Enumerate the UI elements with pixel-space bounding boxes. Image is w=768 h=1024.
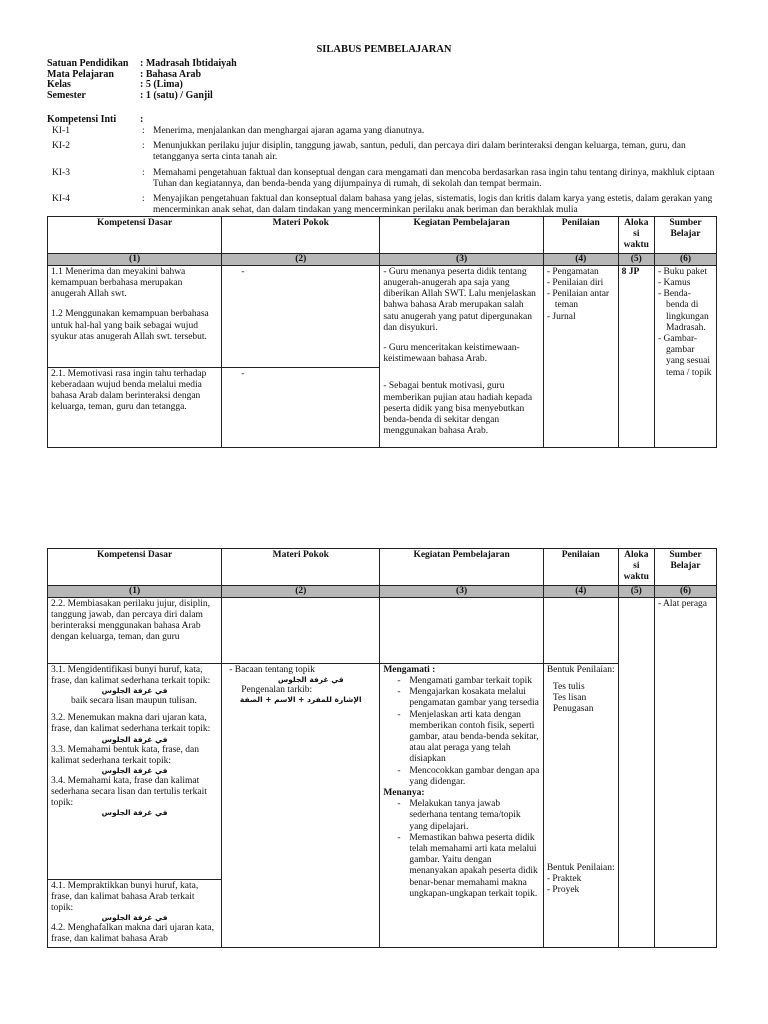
mengamati-item: - Menjelaskan arti kata dengan memberikan contoh fisik, seperti gambar, atau benda-benda sekitar, atau alat peraga yang telah disiapkan (409, 710, 540, 766)
ki-text: Memahami pengetahuan faktual dan konseptual dengan cara mengamati dan mencoba berdasarkan rasa ingin tahu tentang dirinya, makhluk ciptaan Tuhan dan kegiatannya, dan benda-benda yang dijumpainya di rumah, di sekolah dan tempat bermain. (153, 167, 715, 189)
ki-code: KI-3 (52, 167, 70, 178)
header-materi-pokok: Materi Pokok (222, 217, 380, 254)
ki-heading-colon: : (140, 114, 144, 125)
sumber-cell (654, 265, 716, 447)
header-kompetensi-dasar: Kompetensi Dasar (48, 217, 222, 254)
topik-arabic: في غرفة الجلوس (101, 808, 168, 818)
kegiatan-text: - Sebagai bentuk motivasi, guru memberikan pujian atau hadiah kepada peserta didik yang bisa menyebutkan benda-benda di sekitar dengan menggunakan bahasa Arab. (383, 381, 533, 437)
sumber-list (658, 599, 713, 610)
table-row (48, 663, 717, 879)
menanya-heading: Menanya: (383, 788, 425, 799)
materi-text: - Bacaan tentang topik (229, 664, 315, 675)
materi-cell (222, 663, 380, 947)
materi-cell (222, 265, 380, 367)
sumber-item: - Kamus (657, 278, 691, 289)
ki-item (47, 168, 715, 190)
topik-arabic: في غرفة الجلوس (101, 913, 168, 923)
penilaian-text: - Praktek (546, 873, 582, 884)
alokasi-cell (618, 597, 654, 947)
sumber-cell (654, 597, 716, 947)
sumber-item: - Alat peraga (657, 598, 708, 609)
col-number: (3) (380, 585, 544, 597)
materi-text: Pengenalan tarkib: (241, 684, 313, 695)
kd-text: baik secara lisan maupun tulisan. (71, 696, 197, 707)
penilaian-item: - Penilaian antar teman (546, 289, 610, 311)
table-header-row (48, 549, 717, 586)
kd-text: 3.1. Mengidentifikasi bunyi huruf, kata, frase, dan kalimat sederhana terkait topik: (51, 664, 211, 687)
kd-text: 2.2. Membiasakan perilaku jujur, disiplin, tanggung jawab, dan percaya diri dalam berinteraksi menggunakan bahasa Arab dengan keluarga, teman, dan guru (51, 598, 210, 643)
penilaian-cell (543, 597, 618, 663)
sumber-list (658, 267, 713, 379)
kd-text: 1.2 Menggunakan kemampuan berbahasa untuk hal-hal yang baik sebagai wujud syukur atas anugerah Allah swt. tersebut. (51, 309, 209, 342)
col-number: (1) (48, 253, 222, 265)
kd-text: 4.1. Mempraktikkan bunyi huruf, kata, frase, dan kalimat bahasa Arab terkait topik: (51, 880, 199, 914)
penilaian-text: Bentuk Penilaian: (546, 664, 615, 675)
col-number: (5) (618, 253, 654, 265)
sumber-item: - Benda-benda di lingkungan Madrasah. (657, 289, 709, 333)
ki-code: KI-2 (52, 141, 70, 152)
topik-arabic: في غرفة الجلوس (101, 686, 168, 696)
ki-list (47, 126, 715, 220)
menanya-item: - Memastikan bahwa peserta didik telah memahami arti kata melalui gambar. Yaitu dengan menanyakan apakah peserta didik benar-benar memahami makna ungkapan-ungkapan terkait topik. (409, 833, 540, 900)
meta-label: Semester (47, 89, 86, 101)
sumber-item: - Gambar-gambar yang sesuai tema / topik (657, 334, 712, 378)
header-penilaian: Penilaian (543, 549, 618, 586)
col-number: (1) (48, 585, 222, 597)
kegiatan-cell (380, 265, 544, 447)
meta-value: : Madrasah Ibtidaiyah (140, 58, 237, 69)
ki-item (47, 194, 715, 216)
col-number: (6) (654, 253, 716, 265)
ki-heading-label: Kompetensi Inti (47, 114, 117, 125)
kd-cell (48, 597, 222, 663)
kd-text: 4.2. Menghafalkan makna dari ujaran kata, frase, dan kalimat bahasa Arab (51, 923, 215, 945)
col-number: (4) (543, 253, 618, 265)
ki-heading (47, 114, 143, 126)
meta-value: : 5 (Lima) (140, 79, 183, 91)
materi-arabic: في غرفة الجلوس (277, 675, 344, 685)
meta-label: Kelas (47, 79, 71, 91)
penilaian-item: - Penilaian diri (546, 278, 604, 289)
col-number: (5) (618, 585, 654, 597)
penilaian-text: Penugasan (552, 704, 594, 715)
kegiatan-text: - Guru menceritakan keistimewaan-keistimewaan bahasa Arab. (383, 343, 520, 365)
kd-text: 3.3. Memahami bentuk kata, frase, dan kalimat sederhana terkait topik: (51, 744, 199, 766)
syllabus-table-2 (47, 548, 717, 948)
ki-colon: : (142, 126, 145, 136)
meta-label: Satuan Pendidikan (47, 58, 129, 69)
header-sumber: Sumber Belajar (654, 549, 716, 586)
meta-row (47, 79, 237, 90)
penilaian-text: Bentuk Penilaian: (546, 862, 615, 873)
penilaian-text: Tes tulis (552, 682, 585, 693)
ki-item (47, 141, 715, 163)
materi-text: - (241, 368, 245, 379)
col-number: (6) (654, 585, 716, 597)
ki-text: Menerima, menjalankan dan menghargai ajaran agama yang dianutnya. (153, 126, 425, 136)
penilaian-text: Tes lisan (552, 693, 587, 704)
header-sumber: Sumber Belajar (654, 217, 716, 254)
kd-text: 2.1. Memotivasi rasa ingin tahu terhadap keberadaan wujud benda melalui media bahasa Arab dalam berinteraksi dengan keluarga, teman, guru dan tetangga. (51, 368, 207, 413)
penilaian-list (547, 267, 615, 323)
ki-colon: : (142, 167, 145, 178)
topik-arabic: في غرفة الجلوس (101, 734, 168, 744)
menanya-item: - Melakukan tanya jawab sederhana tentang tema/topik yang dipelajari. (409, 799, 540, 833)
meta-value: : 1 (satu) / Ganjil (140, 89, 213, 101)
page-title: SILABUS PEMBELAJARAN (316, 44, 452, 55)
ki-code: KI-4 (52, 194, 70, 205)
meta-row (47, 90, 237, 101)
materi-cell (222, 367, 380, 447)
kd-text: 1.1 Menerima dan meyakini bahwa kemampuan berbahasa merupakan anugerah Allah swt. (51, 266, 186, 300)
header-alokasi: Aloka si waktu (618, 217, 654, 254)
kd-cell (48, 663, 222, 879)
header-kegiatan: Kegiatan Pembelajaran (380, 549, 544, 586)
ki-colon: : (142, 141, 145, 152)
col-number: (4) (543, 585, 618, 597)
meta-row (47, 58, 237, 69)
col-number: (3) (380, 253, 544, 265)
table-header-row (48, 217, 717, 254)
mengamati-item: - Mengajarkan kosakata melalui pengamatan gambar yang tersedia (409, 687, 540, 709)
mengamati-item: - Mencocokkan gambar dengan apa yang didengar. (409, 766, 540, 788)
tarkib-arabic: الإشارة للمفرد + الاسم + الصفة (239, 695, 362, 705)
syllabus-table-1 (47, 216, 717, 448)
materi-text: - (241, 266, 245, 277)
materi-cell (222, 597, 380, 663)
kd-cell (48, 367, 222, 447)
mengamati-heading: Mengamati : (383, 664, 436, 675)
meta-value: : Bahasa Arab (140, 68, 202, 80)
ki-text: Menyajikan pengetahuan faktual dan konseptual dalam bahasa yang jelas, sistematis, logis dan kritis dalam karya yang estetis, dalam gerakan yang mencerminkan anak sehat, dan dalam tindakan yang mencerminkan perilaku anak beriman dan berakhlak mulia (153, 194, 713, 216)
identity-block (47, 58, 237, 100)
table-row (48, 265, 717, 367)
col-number: (2) (222, 253, 380, 265)
column-number-row (48, 253, 717, 265)
penilaian-cell (543, 663, 618, 947)
kd-text: 3.2. Menemukan makna dari ujaran kata, frase, dan kalimat sederhana terkait topik: (51, 713, 211, 735)
topik-arabic: في غرفة الجلوس (101, 765, 168, 775)
mengamati-list (383, 676, 540, 788)
header-penilaian: Penilaian (543, 217, 618, 254)
table-row (48, 597, 717, 663)
header-materi-pokok: Materi Pokok (222, 549, 380, 586)
header-alokasi: Aloka si waktu (618, 549, 654, 586)
ki-item (47, 126, 715, 137)
kegiatan-cell (380, 597, 544, 663)
header-kompetensi-dasar: Kompetensi Dasar (48, 549, 222, 586)
kegiatan-text: - Guru menanya peserta didik tentang anugerah-anugerah apa saja yang diberikan Allah SWT. Lalu menjelaskan bahwa bahasa Arab merupakan salah satu anugerah yang patut dipergunakan dan disyukuri. (383, 266, 536, 333)
meta-label: Mata Pelajaran (47, 68, 114, 80)
ki-code: KI-1 (52, 126, 70, 136)
meta-row (47, 69, 237, 80)
penilaian-item: - Jurnal (546, 311, 576, 322)
kd-cell (48, 265, 222, 367)
ki-colon: : (142, 194, 145, 205)
header-kegiatan: Kegiatan Pembelajaran (380, 217, 544, 254)
ki-text: Menunjukkan perilaku jujur disiplin, tanggung jawab, santun, peduli, dan percaya diri dalam berinteraksi dengan keluarga, teman, guru, dan tetangganya serta cinta tanah air. (153, 141, 686, 163)
penilaian-cell (543, 265, 618, 447)
column-number-row (48, 585, 717, 597)
col-number: (2) (222, 585, 380, 597)
mengamati-item: - Mengamati gambar terkait topik (409, 676, 540, 687)
alokasi-cell: 8 JP (618, 265, 654, 447)
sumber-item: - Buku paket (657, 266, 708, 277)
penilaian-item: - Pengamatan (546, 266, 599, 277)
kd-text: 3.4. Memahami kata, frase dan kalimat sederhana secara lisan dan tertulis terkait topik: (51, 775, 207, 809)
kd-cell (48, 879, 222, 947)
kegiatan-cell (380, 663, 544, 947)
menanya-list (383, 799, 540, 900)
penilaian-text: - Proyek (546, 885, 580, 896)
